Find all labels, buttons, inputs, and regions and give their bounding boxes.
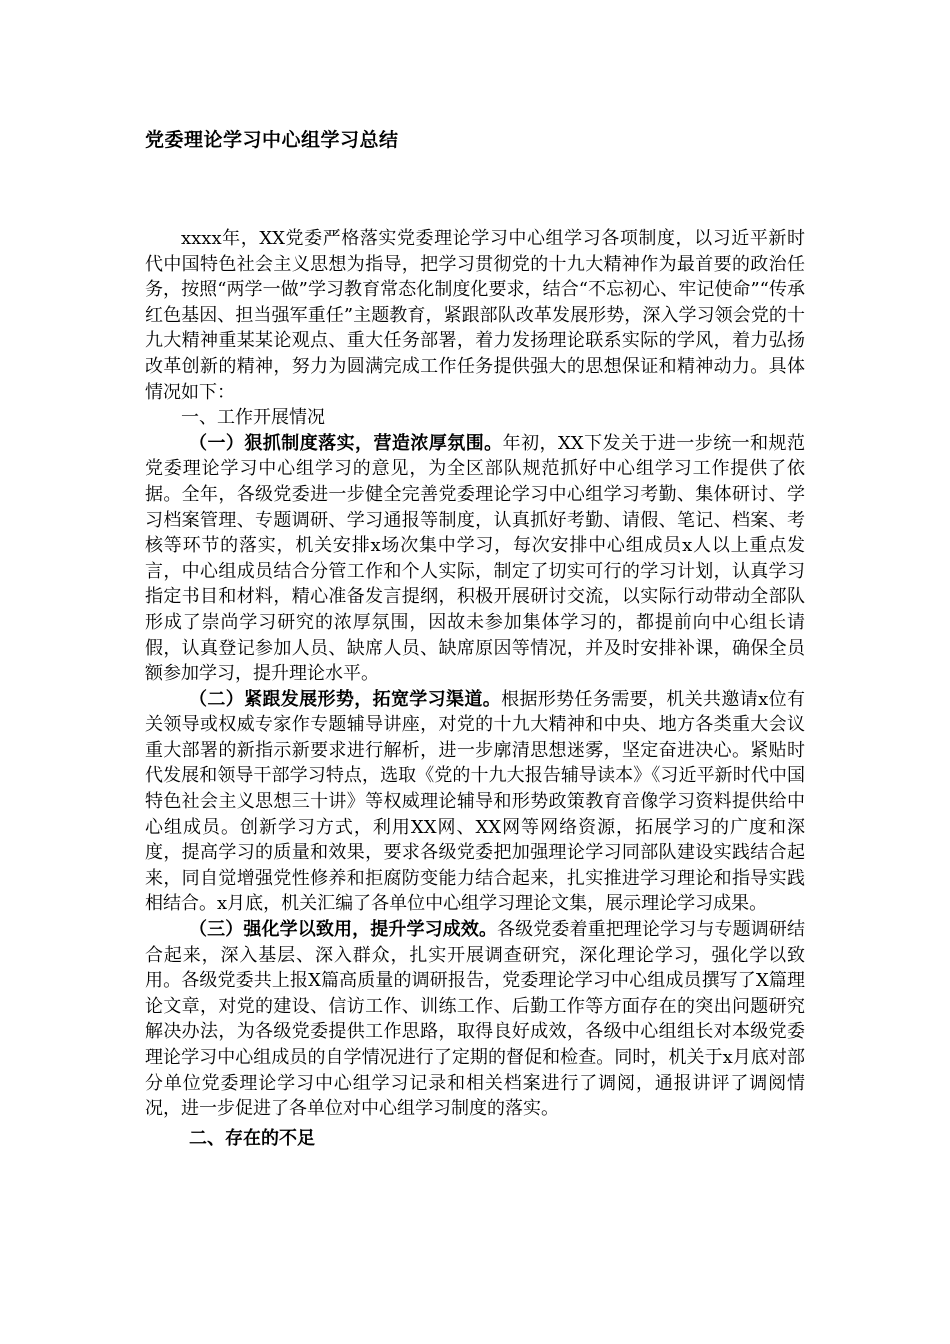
item-text-2: 根据形势任务需要，机关共邀请x位有关领导或权威专家作专题辅导讲座，对党的十九大精神和中央、地方各类重大会议重大部署的新指示新要求进行解析，进一步廓清思想迷雾，坚定奋进决心。紧贴时代发展和领导干部学习特点，选取《党的十九大报告辅导读本》《习近平新时代中国特色社会主义思想三十讲》等权威理论辅导和形势政策教育音像学习资料提供给中心组成员。创新学习方式，利用XX网、XX网等网络资源，拓展学习的广度和深度，提高学习的质量和效果，要求各级党委把加强理论学习同部队建设实践结合起来，同自觉增强党性修养和拒腐防变能力结合起来，扎实推进学习理论和指导实践相结合。x月底，机关汇编了各单位中心组学习理论文集，展示理论学习成果。 — [145, 688, 806, 915]
item-lead-1: （一）狠抓制度落实，营造浓厚氛围。 — [189, 432, 503, 454]
item-text-3: 各级党委着重把理论学习与专题调研结合起来，深入基层、深入群众，扎实开展调查研究，深化理论学习，强化学以致用。各级党委共上报X篇高质量的调研报告，党委理论学习中心组成员撰写了X篇理论文章，对党的建设、信访工作、训练工作、后勤工作等方面存在的突出问题研究解决办法，为各级党委提供工作思路，取得良好成效，各级中心组组长对本级党委理论学习中心组成员的自学情况进行了定期的督促和检查。同时，机关于x月底对部分单位党委理论学习中心组学习记录和相关档案进行了调阅，通报讲评了调阅情况，进一步促进了各单位对中心组学习制度的落实。 — [145, 919, 806, 1120]
item-paragraph-3 — [145, 917, 805, 1122]
section-heading-shortcomings: 二、存在的不足 — [189, 1127, 315, 1149]
item-paragraph-2 — [145, 687, 805, 917]
document-body — [145, 226, 805, 1151]
item-text-1: 年初，XX下发关于进一步统一和规范党委理论学习中心组学习的意见，为全区部队规范抓好中心组学习工作提供了依据。全年，各级党委进一步健全完善党委理论学习中心组学习考勤、集体研讨、学习档案管理、专题调研、学习通报等制度，认真抓好考勤、请假、笔记、档案、考核等环节的落实，机关安排x场次集中学习，每次安排中心组成员x人以上重点发言，中心组成员结合分管工作和个人实际，制定了切实可行的学习计划，认真学习指定书目和材料，精心准备发言提纲，积极开展研讨交流，以实际行动带动全部队形成了崇尚学习研究的浓厚氛围，因故未参加集体学习的，都提前向中心组长请假，认真登记参加人员、缺席人员、缺席原因等情况，并及时安排补课，确保全员额参加学习，提升理论水平。 — [145, 432, 805, 685]
item-lead-3: （三）强化学以致用，提升学习成效。 — [189, 919, 498, 941]
item-lead-2: （二）紧跟发展形势，拓宽学习渠道。 — [189, 688, 502, 710]
document-title: 党委理论学习中心组学习总结 — [145, 129, 399, 151]
item-paragraph-1 — [145, 431, 805, 687]
intro-paragraph: xxxx年，XX党委严格落实党委理论学习中心组学习各项制度，以习近平新时代中国特色社会主义思想为指导，把学习贯彻党的十九大精神作为最首要的政治任务，按照“两学一做”学习教育常态化制度化要求，结合“不忘初心、牢记使命”“传承红色基因、担当强军重任”主题教育，紧跟部队改革发展形势，深入学习领会党的十九大精神重某某论观点、重大任务部署，着力发扬理论联系实际的学风，着力弘扬改革创新的精神，努力为圆满完成工作任务提供强大的思想保证和精神动力。具体情况如下： — [145, 228, 805, 403]
section-heading-work: 一、工作开展情况 — [181, 407, 325, 429]
